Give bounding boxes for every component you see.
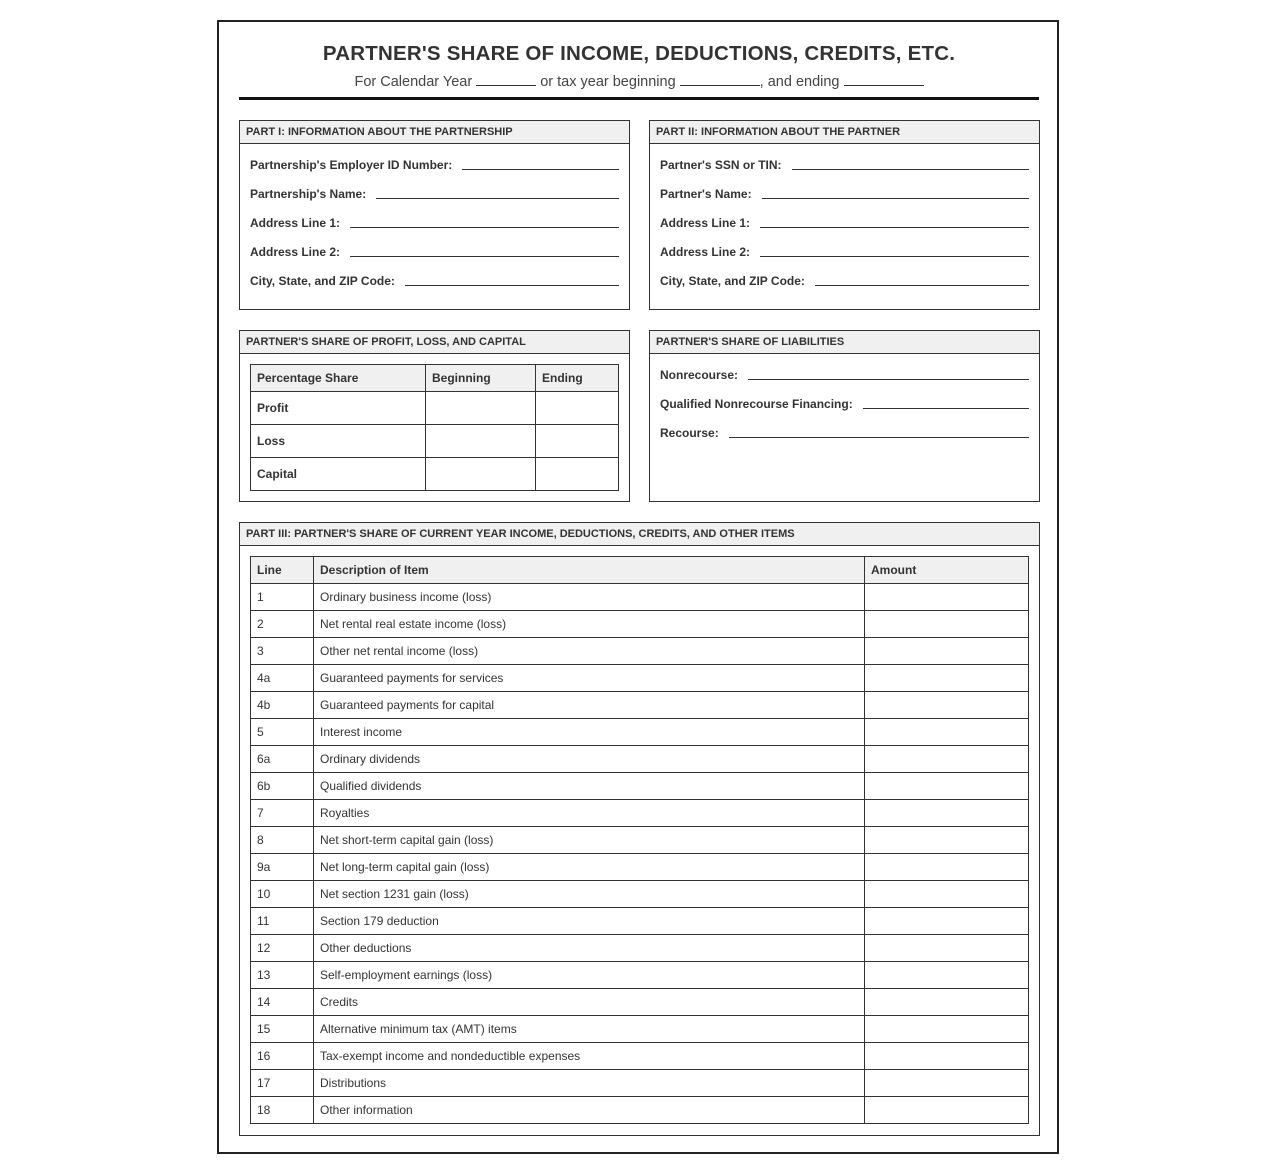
field-label: Partnership's Name: bbox=[250, 187, 367, 201]
part3-table-body bbox=[251, 584, 1029, 1124]
field-label: Address Line 2: bbox=[660, 245, 751, 259]
form-page bbox=[217, 20, 1059, 1154]
partner-city-field[interactable] bbox=[660, 270, 1029, 288]
profit-beginning-cell[interactable] bbox=[426, 392, 536, 425]
amount-cell[interactable] bbox=[865, 908, 1029, 935]
amount-cell[interactable] bbox=[865, 1097, 1029, 1124]
line-number: 4b bbox=[251, 692, 314, 719]
qualified-nonrecourse-field[interactable] bbox=[660, 393, 1029, 411]
amount-cell[interactable] bbox=[865, 989, 1029, 1016]
entry-line[interactable] bbox=[405, 284, 619, 286]
line-number: 14 bbox=[251, 989, 314, 1016]
amount-cell[interactable] bbox=[865, 719, 1029, 746]
item-description: Other information bbox=[314, 1097, 865, 1124]
field-label: Address Line 1: bbox=[660, 216, 751, 230]
item-description: Net rental real estate income (loss) bbox=[314, 611, 865, 638]
amount-cell[interactable] bbox=[865, 827, 1029, 854]
field-label: City, State, and ZIP Code: bbox=[250, 274, 395, 288]
partnership-address1-field[interactable] bbox=[250, 212, 619, 230]
partnership-ein-field[interactable] bbox=[250, 154, 619, 172]
nonrecourse-field[interactable] bbox=[660, 364, 1029, 382]
column-header: Line bbox=[251, 557, 314, 584]
item-description: Section 179 deduction bbox=[314, 908, 865, 935]
amount-cell[interactable] bbox=[865, 611, 1029, 638]
column-header: Beginning bbox=[426, 365, 536, 392]
item-description: Interest income bbox=[314, 719, 865, 746]
partner-ssn-field[interactable] bbox=[660, 154, 1029, 172]
loss-ending-cell[interactable] bbox=[536, 425, 619, 458]
item-description: Qualified dividends bbox=[314, 773, 865, 800]
entry-line[interactable] bbox=[350, 226, 619, 228]
profit-ending-cell[interactable] bbox=[536, 392, 619, 425]
item-description: Credits bbox=[314, 989, 865, 1016]
partnership-address2-field[interactable] bbox=[250, 241, 619, 259]
entry-line[interactable] bbox=[815, 284, 1029, 286]
line-number: 8 bbox=[251, 827, 314, 854]
amount-cell[interactable] bbox=[865, 773, 1029, 800]
column-header: Percentage Share bbox=[251, 365, 426, 392]
line-number: 17 bbox=[251, 1070, 314, 1097]
table-row bbox=[251, 908, 1029, 935]
table-row bbox=[251, 746, 1029, 773]
part3-section bbox=[239, 522, 1040, 1136]
field-label: Qualified Nonrecourse Financing: bbox=[660, 397, 853, 411]
entry-line[interactable] bbox=[792, 168, 1029, 170]
entry-line[interactable] bbox=[762, 197, 1029, 199]
amount-cell[interactable] bbox=[865, 800, 1029, 827]
table-row bbox=[251, 827, 1029, 854]
amount-cell[interactable] bbox=[865, 692, 1029, 719]
item-description: Tax-exempt income and nondeductible expenses bbox=[314, 1043, 865, 1070]
line-number: 2 bbox=[251, 611, 314, 638]
line-number: 15 bbox=[251, 1016, 314, 1043]
entry-line[interactable] bbox=[350, 255, 619, 257]
amount-cell[interactable] bbox=[865, 1043, 1029, 1070]
part2-heading: PART II: INFORMATION ABOUT THE PARTNER bbox=[650, 121, 1039, 144]
item-description: Net long-term capital gain (loss) bbox=[314, 854, 865, 881]
table-row bbox=[251, 935, 1029, 962]
table-row bbox=[251, 854, 1029, 881]
item-description: Ordinary business income (loss) bbox=[314, 584, 865, 611]
line-number: 13 bbox=[251, 962, 314, 989]
column-header: Amount bbox=[865, 557, 1029, 584]
field-label: Partner's Name: bbox=[660, 187, 752, 201]
recourse-field[interactable] bbox=[660, 422, 1029, 440]
line-number: 5 bbox=[251, 719, 314, 746]
table-row bbox=[251, 881, 1029, 908]
line-number: 9a bbox=[251, 854, 314, 881]
liabilities-heading: PARTNER'S SHARE OF LIABILITIES bbox=[650, 331, 1039, 354]
tax-year-beginning-field[interactable] bbox=[680, 73, 760, 86]
table-row bbox=[251, 989, 1029, 1016]
line-number: 4a bbox=[251, 665, 314, 692]
item-description: Net short-term capital gain (loss) bbox=[314, 827, 865, 854]
amount-cell[interactable] bbox=[865, 962, 1029, 989]
part1-section bbox=[239, 120, 630, 310]
profit-loss-heading: PARTNER'S SHARE OF PROFIT, LOSS, AND CAPITAL bbox=[240, 331, 629, 354]
partnership-name-field[interactable] bbox=[250, 183, 619, 201]
table-row bbox=[251, 392, 619, 425]
liabilities-section bbox=[649, 330, 1040, 502]
column-header: Description of Item bbox=[314, 557, 865, 584]
line-number: 1 bbox=[251, 584, 314, 611]
line-number: 6a bbox=[251, 746, 314, 773]
tax-year-ending-label: , and ending bbox=[759, 74, 840, 90]
item-description: Ordinary dividends bbox=[314, 746, 865, 773]
amount-cell[interactable] bbox=[865, 881, 1029, 908]
item-description: Guaranteed payments for capital bbox=[314, 692, 865, 719]
field-label: Nonrecourse: bbox=[660, 368, 739, 382]
column-header: Ending bbox=[536, 365, 619, 392]
table-row bbox=[251, 962, 1029, 989]
line-number: 10 bbox=[251, 881, 314, 908]
item-description: Royalties bbox=[314, 800, 865, 827]
field-label: Address Line 2: bbox=[250, 245, 341, 259]
amount-cell[interactable] bbox=[865, 854, 1029, 881]
table-row bbox=[251, 425, 619, 458]
item-description: Distributions bbox=[314, 1070, 865, 1097]
table-header-row bbox=[251, 365, 619, 392]
entry-line[interactable] bbox=[462, 168, 619, 170]
partner-address2-field[interactable] bbox=[660, 241, 1029, 259]
field-label: City, State, and ZIP Code: bbox=[660, 274, 805, 288]
partner-address1-field[interactable] bbox=[660, 212, 1029, 230]
item-description: Net section 1231 gain (loss) bbox=[314, 881, 865, 908]
field-label: Partner's SSN or TIN: bbox=[660, 158, 782, 172]
capital-beginning-cell[interactable] bbox=[426, 458, 536, 491]
item-description: Alternative minimum tax (AMT) items bbox=[314, 1016, 865, 1043]
entry-line[interactable] bbox=[863, 407, 1029, 409]
part3-table bbox=[250, 556, 1029, 1124]
amount-cell[interactable] bbox=[865, 584, 1029, 611]
amount-cell[interactable] bbox=[865, 935, 1029, 962]
row-label: Loss bbox=[251, 425, 426, 458]
amount-cell[interactable] bbox=[865, 1016, 1029, 1043]
partner-name-field[interactable] bbox=[660, 183, 1029, 201]
table-row bbox=[251, 719, 1029, 746]
partnership-city-field[interactable] bbox=[250, 270, 619, 288]
table-row bbox=[251, 1016, 1029, 1043]
line-number: 6b bbox=[251, 773, 314, 800]
line-number: 12 bbox=[251, 935, 314, 962]
table-row bbox=[251, 692, 1029, 719]
form-title: PARTNER'S SHARE OF INCOME, DEDUCTIONS, CREDITS, ETC. bbox=[322, 42, 956, 65]
tax-year-ending-field[interactable] bbox=[844, 73, 924, 86]
loss-beginning-cell[interactable] bbox=[426, 425, 536, 458]
capital-ending-cell[interactable] bbox=[536, 458, 619, 491]
entry-line[interactable] bbox=[760, 226, 1029, 228]
entry-line[interactable] bbox=[729, 436, 1029, 438]
table-row bbox=[251, 1043, 1029, 1070]
line-number: 11 bbox=[251, 908, 314, 935]
amount-cell[interactable] bbox=[865, 746, 1029, 773]
item-description: Guaranteed payments for services bbox=[314, 665, 865, 692]
tax-year-beginning-label: or tax year beginning bbox=[540, 74, 676, 90]
table-row bbox=[251, 611, 1029, 638]
table-row bbox=[251, 1070, 1029, 1097]
table-row bbox=[251, 1097, 1029, 1124]
calendar-year-field[interactable] bbox=[476, 73, 536, 86]
entry-line[interactable] bbox=[376, 197, 619, 199]
line-number: 16 bbox=[251, 1043, 314, 1070]
table-row bbox=[251, 458, 619, 491]
table-row bbox=[251, 638, 1029, 665]
line-number: 7 bbox=[251, 800, 314, 827]
amount-cell[interactable] bbox=[865, 665, 1029, 692]
amount-cell[interactable] bbox=[865, 1070, 1029, 1097]
item-description: Other net rental income (loss) bbox=[314, 638, 865, 665]
part1-heading: PART I: INFORMATION ABOUT THE PARTNERSHIP bbox=[240, 121, 629, 144]
table-row bbox=[251, 584, 1029, 611]
amount-cell[interactable] bbox=[865, 638, 1029, 665]
field-label: Partnership's Employer ID Number: bbox=[250, 158, 453, 172]
entry-line[interactable] bbox=[748, 378, 1029, 380]
item-description: Other deductions bbox=[314, 935, 865, 962]
line-number: 18 bbox=[251, 1097, 314, 1124]
table-row bbox=[251, 800, 1029, 827]
form-header bbox=[239, 22, 1039, 100]
line-number: 3 bbox=[251, 638, 314, 665]
table-row bbox=[251, 665, 1029, 692]
row-label: Profit bbox=[251, 392, 426, 425]
profit-loss-capital-section bbox=[239, 330, 630, 502]
part2-section bbox=[649, 120, 1040, 310]
row-label: Capital bbox=[251, 458, 426, 491]
field-label: Recourse: bbox=[660, 426, 719, 440]
item-description: Self-employment earnings (loss) bbox=[314, 962, 865, 989]
calendar-year-label: For Calendar Year bbox=[354, 74, 473, 90]
table-row bbox=[251, 773, 1029, 800]
entry-line[interactable] bbox=[760, 255, 1029, 257]
form-subtitle bbox=[239, 73, 1039, 90]
table-header-row bbox=[251, 557, 1029, 584]
profit-loss-table bbox=[250, 364, 619, 491]
part3-heading: PART III: PARTNER'S SHARE OF CURRENT YEAR INCOME, DEDUCTIONS, CREDITS, AND OTHER ITEMS bbox=[240, 523, 1039, 546]
field-label: Address Line 1: bbox=[250, 216, 341, 230]
